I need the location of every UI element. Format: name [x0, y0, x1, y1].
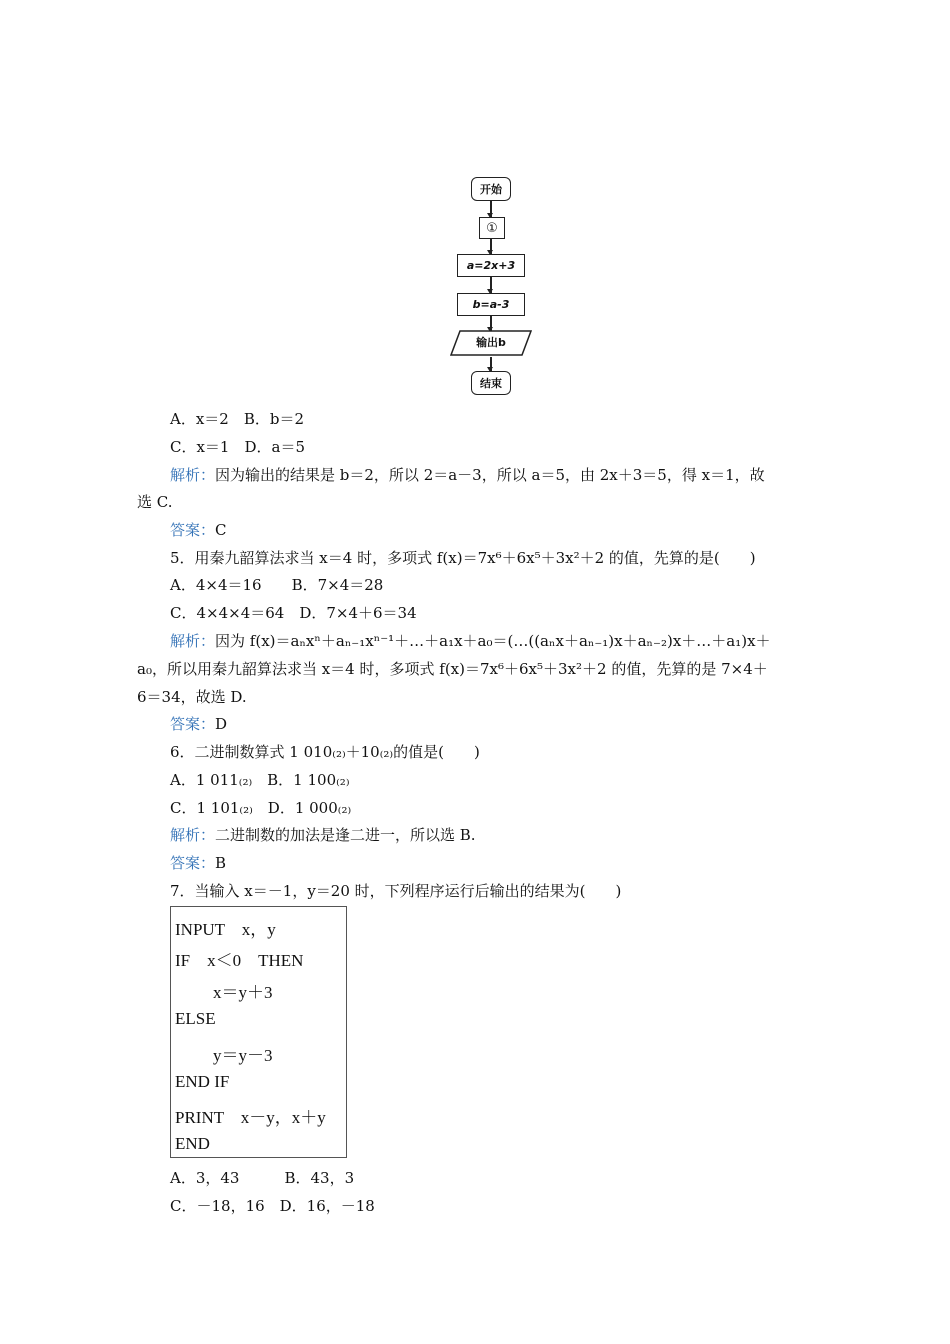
answer-value: C: [215, 521, 227, 539]
code-line: IF x＜0 THEN: [175, 951, 304, 970]
q5-options-2: C．4×4×4＝64 D．7×4＋6＝34: [170, 604, 417, 622]
analysis-text: 因为输出的结果是 b＝2，所以 2＝a－3，所以 a＝5，由 2x＋3＝5，得 x＝1，故: [215, 466, 765, 484]
analysis-text: 因为 f(x)＝aₙxⁿ＋aₙ₋₁xⁿ⁻¹＋…＋a₁x＋a₀＝(…((aₙx＋aₙ₋₁)x＋aₙ₋₂)x＋…＋a₁)x＋: [215, 632, 771, 650]
code-line: y＝y－3: [213, 1046, 273, 1065]
answer-value: B: [215, 854, 227, 872]
q6-question: 6．二进制数算式 1 010₍₂₎＋10₍₂₎的值是( ): [170, 743, 480, 761]
flow-arrow: [490, 357, 492, 371]
flow-arrow: [490, 315, 492, 331]
analysis-text: 二进制数的加法是逢二进一，所以选 B.: [215, 826, 476, 844]
answer-label: 答案：: [170, 854, 216, 872]
q7-question: 7．当输入 x＝－1，y＝20 时，下列程序运行后输出的结果为( ): [170, 882, 622, 900]
analysis-label: 解析：: [170, 466, 216, 484]
q4-analysis-cont: 选 C.: [137, 493, 173, 511]
q7-options-1: A．3，43 B．43，3: [170, 1169, 355, 1187]
q5-analysis-cont-1: a₀，所以用秦九韶算法求当 x＝4 时，多项式 f(x)＝7x⁶＋6x⁵＋3x²＋2 的值，先算的是 7×4＋: [137, 660, 768, 678]
q4-options-1: A．x＝2 B．b＝2: [170, 410, 305, 428]
q5-question: 5．用秦九韶算法求当 x＝4 时，多项式 f(x)＝7x⁶＋6x⁵＋3x²＋2 的值，先算的是( ): [170, 549, 756, 567]
answer-label: 答案：: [170, 521, 216, 539]
q5-analysis-cont-2: 6＝34，故选 D.: [137, 688, 247, 706]
q6-answer: [170, 852, 226, 874]
code-line: ELSE: [175, 1009, 216, 1028]
q5-analysis: [170, 630, 771, 652]
q6-options-2: C．1 101₍₂₎ D．1 000₍₂₎: [170, 799, 352, 817]
q4-answer: [170, 519, 227, 541]
flow-end: 结束: [471, 371, 511, 395]
q4-options-2: C．x＝1 D．a＝5: [170, 438, 305, 456]
code-line: INPUT x，y: [175, 920, 276, 939]
analysis-label: 解析：: [170, 826, 216, 844]
q6-analysis: [170, 824, 476, 846]
code-line: END IF: [175, 1072, 230, 1091]
flow-step-1: ①: [479, 217, 505, 239]
flow-arrow: [490, 276, 492, 293]
flow-arrow: [490, 200, 492, 217]
flow-output-label: 输出b: [476, 336, 506, 349]
flow-step-3: b=a-3: [457, 293, 525, 316]
flow-step-2: a=2x+3: [457, 254, 525, 277]
code-line: END: [175, 1134, 210, 1153]
program-code-box: [170, 906, 347, 1158]
flow-start: 开始: [471, 177, 511, 201]
code-line: PRINT x－y，x＋y: [175, 1108, 326, 1127]
code-line: x＝y＋3: [213, 983, 273, 1002]
q5-answer: [170, 713, 227, 735]
answer-label: 答案：: [170, 715, 216, 733]
flow-arrow: [490, 238, 492, 254]
q5-options-1: A．4×4＝16 B．7×4＝28: [170, 576, 384, 594]
q7-options-2: C．－18，16 D．16，－18: [170, 1197, 375, 1215]
q4-analysis: [170, 464, 765, 486]
answer-value: D: [215, 715, 228, 733]
analysis-label: 解析：: [170, 632, 216, 650]
q6-options-1: A．1 011₍₂₎ B．1 100₍₂₎: [170, 771, 350, 789]
